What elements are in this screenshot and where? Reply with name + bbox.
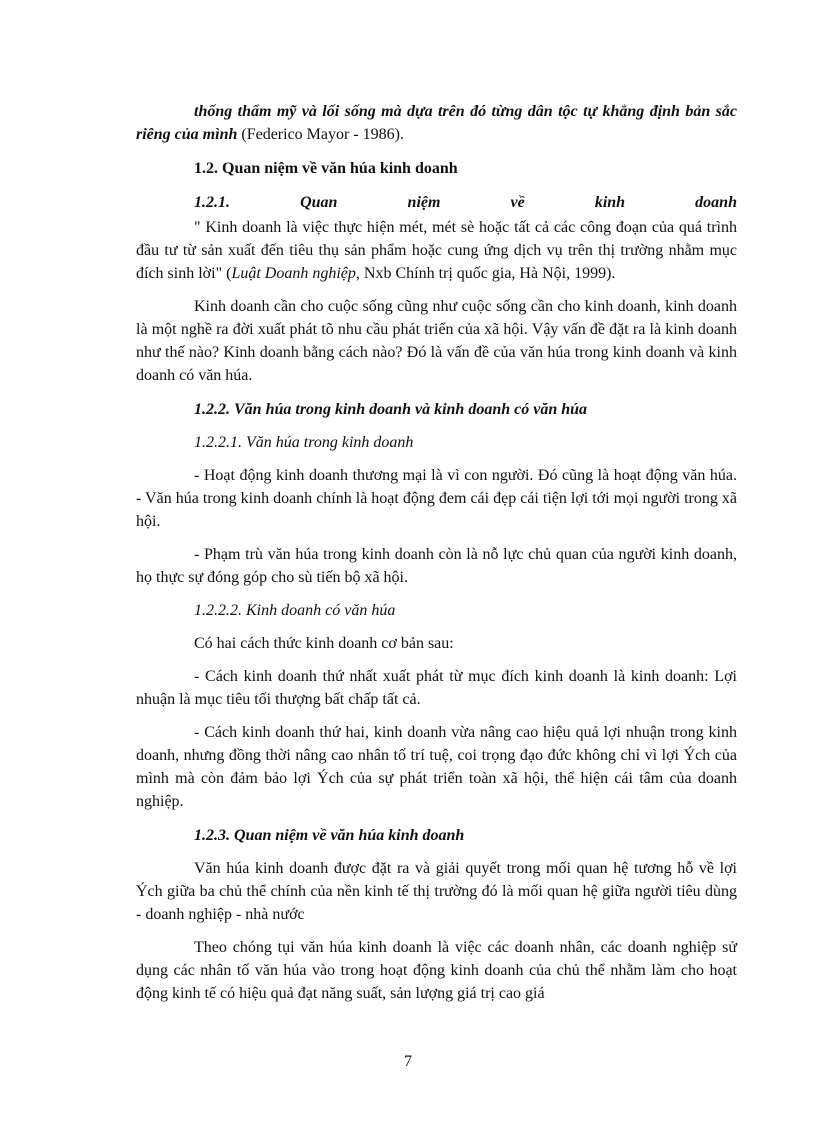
intro-citation: (Federico Mayor - 1986). xyxy=(237,126,404,143)
section-heading-1-2-1 xyxy=(136,191,737,214)
heading-word: 1.2.1. xyxy=(194,194,230,211)
method-two-paragraph: - Cách kinh doanh thứ hai, kinh doanh vừa nâng cao hiệu quả lợi nhuận trong kinh doanh, nhưng đồng thời nâng cao nhân tố trí tuệ, coi trọng đạo đức không chỉ vì lợi Ých của mình mà còn đảm bảo lợi Ých của sự phát triển toàn xã hội, thể hiện cái tâm của doanh nghiệp. xyxy=(136,724,737,810)
page-number: 7 xyxy=(404,1053,412,1070)
section-heading-1-2: 1.2. Quan niệm về văn húa kinh doanh xyxy=(194,160,458,177)
section-heading-1-2-2: 1.2.2. Văn húa trong kinh doanh và kinh doanh có văn húa xyxy=(194,401,588,418)
culture-paragraph-1: - Hoạt động kinh doanh thương mại là vì con người. Đó cũng là hoạt động văn húa. - Văn húa trong kinh doanh chính là hoạt động đem cái đẹp cái tiện lợi tới mọi người trong xã hội. xyxy=(136,467,737,530)
definition-text: " Kinh doanh là việc thực hiện mét, mét sè hoặc tất cả các công đoạn của quá trình đầu tư từ sản xuất đến tiêu thụ sản phẩm hoặc cung ứng dịch vụ trên thị trường nhằm mục đích sinh lời" ( xyxy=(136,219,737,282)
heading-word: doanh xyxy=(695,194,737,211)
culture-paragraph-2: - Phạm trù văn húa trong kinh doanh còn là nỗ lực chủ quan của người kinh doanh, họ thực sự đóng góp cho sù tiến bộ xã hội. xyxy=(136,546,737,586)
intro-quote: thống thẩm mỹ và lối sống mà dựa trên đó từng dân tộc tự khẳng định bản sắc riêng của mình xyxy=(136,103,737,143)
intro-paragraph xyxy=(136,100,737,146)
concept-paragraph-2: Theo chóng tụi văn húa kinh doanh là việc các doanh nhân, các doanh nghiệp sử dụng các nhân tố văn húa vào trong hoạt động kinh doanh của chủ thể nhằm làm cho hoạt động kinh tế có hiệu quả đạt năng suất, sản lượng giá trị cao giá xyxy=(136,939,737,1002)
heading-word: Quan xyxy=(300,194,338,211)
subsection-heading-1-2-2-2: 1.2.2.2. Kinh doanh có văn húa xyxy=(194,602,396,619)
methods-intro: Có hai cách thức kinh doanh cơ bản sau: xyxy=(194,635,454,652)
definition-source: Luật Doanh nghiệp xyxy=(231,265,356,282)
definition-tail: , Nxb Chính trị quốc gia, Hà Nội, 1999). xyxy=(355,265,616,282)
heading-word: kinh xyxy=(594,194,626,211)
heading-word: về xyxy=(510,194,525,211)
business-paragraph: Kinh doanh cần cho cuộc sống cũng như cuộc sống cần cho kinh doanh, kinh doanh là một nghề ra đời xuất phát tõ nhu cầu phát triển của xã hội. Vậy vấn đề đặt ra là kinh doanh như thế nào? Kinh doanh bằng cách nào? Đó là vấn đề của văn húa trong kinh doanh và kinh doanh có văn húa. xyxy=(136,298,737,384)
page-content xyxy=(136,100,737,1005)
subsection-heading-1-2-2-1: 1.2.2.1. Văn húa trong kinh doanh xyxy=(194,434,414,451)
definition-paragraph xyxy=(136,216,737,285)
method-one-paragraph: - Cách kinh doanh thứ nhất xuất phát từ mục đích kinh doanh là kinh doanh: Lợi nhuận là mục tiêu tối thượng bất chấp tất cả. xyxy=(136,668,737,708)
heading-word: niệm xyxy=(407,194,441,211)
section-heading-1-2-3: 1.2.3. Quan niệm về văn húa kinh doanh xyxy=(194,827,465,844)
concept-paragraph-1: Văn húa kinh doanh được đặt ra và giải quyết trong mối quan hệ tương hỗ về lợi Ých giữa ba chủ thể chính của nền kinh tế thị trường đó là mối quan hệ giữa người tiêu dùng - doanh nghiệp - nhà nước xyxy=(136,860,737,923)
